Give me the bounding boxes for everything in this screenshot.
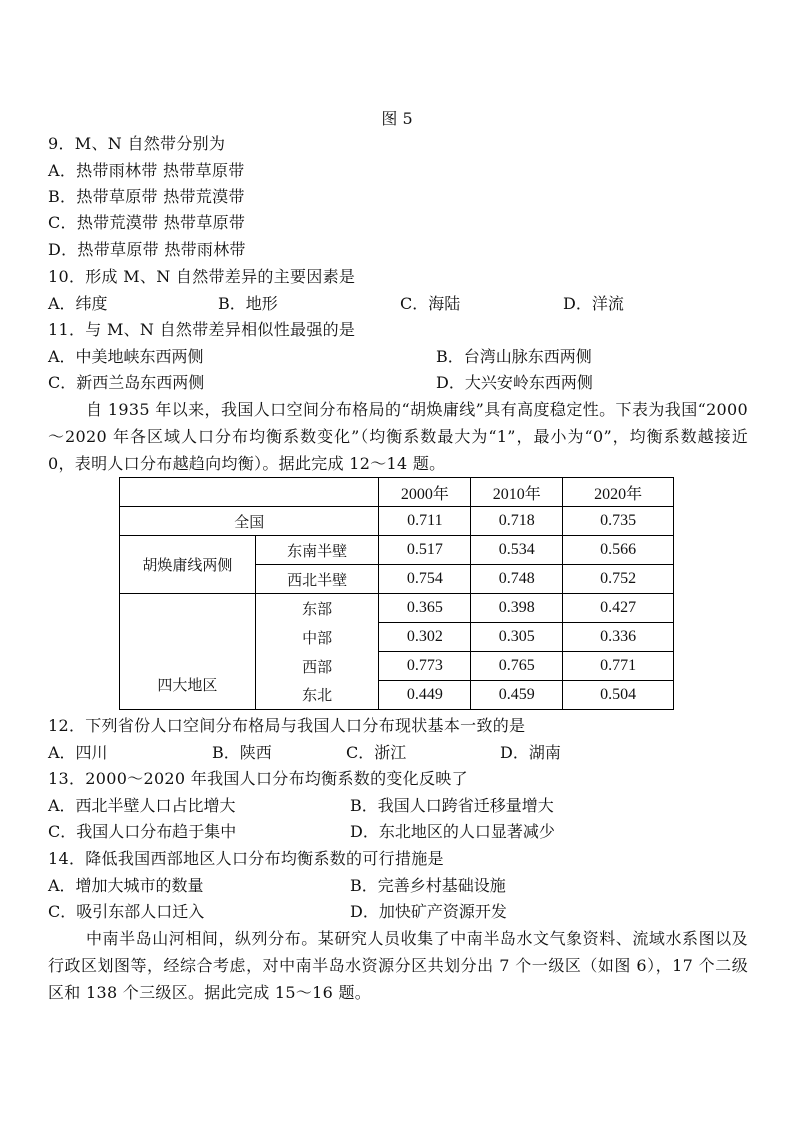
table-header-blank	[120, 478, 379, 507]
question-14-stem: 14．降低我国西部地区人口分布均衡系数的可行措施是	[48, 849, 444, 868]
table-cell: 0.748	[471, 565, 563, 594]
question-10-option-b: B．地形	[218, 294, 278, 313]
table-cell: 0.459	[471, 681, 563, 710]
question-12-stem: 12．下列省份人口空间分布格局与我国人口分布现状基本一致的是	[48, 716, 526, 735]
row-label-southeast: 东南半壁	[255, 536, 379, 565]
question-13-stem: 13．2000～2020 年我国人口分布均衡系数的变化反映了	[48, 769, 468, 788]
question-14-option-d: D．加快矿产资源开发	[350, 902, 507, 921]
question-10-option-a: A．纬度	[48, 294, 108, 313]
question-12-option-a: A．四川	[48, 743, 108, 762]
table-row	[120, 536, 674, 565]
question-10-stem: 10．形成 M、N 自然带差异的主要因素是	[48, 267, 356, 286]
question-14-option-a: A．增加大城市的数量	[48, 876, 204, 895]
row-label-northwest: 西北半壁	[255, 565, 379, 594]
table-cell: 0.504	[563, 681, 674, 710]
group-label-hu-line: 胡焕庸线两侧	[120, 536, 256, 594]
figure-caption: 图 5	[381, 109, 413, 128]
table-cell: 0.765	[471, 652, 563, 681]
table-cell: 0.773	[379, 652, 471, 681]
table-cell: 0.336	[563, 623, 674, 652]
table-cell: 0.566	[563, 536, 674, 565]
row-label-west: 西部	[255, 652, 379, 681]
row-label-central: 中部	[255, 623, 379, 652]
question-9-stem: 9．M、N 自然带分别为	[48, 134, 226, 153]
question-13-option-c: C．我国人口分布趋于集中	[48, 822, 237, 841]
question-13-option-a: A．西北半壁人口占比增大	[48, 796, 236, 815]
table-cell: 0.771	[563, 652, 674, 681]
table-cell: 0.754	[379, 565, 471, 594]
question-9-option-d: D．热带草原带 热带雨林带	[48, 240, 246, 259]
question-10-option-c: C．海陆	[400, 294, 461, 313]
table-cell: 0.534	[471, 536, 563, 565]
question-10-option-d: D．洋流	[563, 294, 624, 313]
question-14-option-c: C．吸引东部人口迁入	[48, 902, 205, 921]
question-13-option-d: D．东北地区的人口显著减少	[350, 822, 555, 841]
table-cell: 0.711	[379, 507, 471, 536]
intro-paragraph-15-16: 中南半岛山河相间，纵列分布。某研究人员收集了中南半岛水文气象资料、流域水系图以及行政区划图等，经综合考虑，对中南半岛水资源分区共划分出 7 个一级区（如图 6），17 个二级区和 138 个三级区。据此完成 15～16 题。	[48, 929, 748, 1002]
group-label-four-regions: 四大地区	[120, 594, 256, 710]
row-label-east: 东部	[255, 594, 379, 623]
question-12-option-b: B．陕西	[212, 743, 272, 762]
question-9-option-a: A．热带雨林带 热带草原带	[48, 161, 245, 180]
question-9-option-b: B．热带草原带 热带荒漠带	[48, 187, 245, 206]
table-header-row	[120, 478, 674, 507]
question-11-option-d: D．大兴安岭东西两侧	[436, 373, 593, 392]
table-header-2000: 2000年	[379, 478, 471, 507]
table-cell: 0.427	[563, 594, 674, 623]
question-13-option-b: B．我国人口跨省迁移量增大	[350, 796, 554, 815]
table-cell: 0.449	[379, 681, 471, 710]
question-9-option-c: C．热带荒漠带 热带草原带	[48, 213, 246, 232]
table-cell: 0.752	[563, 565, 674, 594]
question-12-option-d: D．湖南	[500, 743, 561, 762]
table-cell: 0.365	[379, 594, 471, 623]
table-row	[120, 594, 674, 623]
question-11-option-c: C．新西兰岛东西两侧	[48, 373, 205, 392]
table-row	[120, 507, 674, 536]
table-header-2010: 2010年	[471, 478, 563, 507]
row-label-national: 全国	[120, 507, 379, 536]
population-balance-table	[119, 477, 674, 710]
question-11-option-b: B．台湾山脉东西两侧	[436, 347, 592, 366]
table-header-2020: 2020年	[563, 478, 674, 507]
table-cell: 0.735	[563, 507, 674, 536]
question-11-stem: 11．与 M、N 自然带差异相似性最强的是	[48, 320, 356, 339]
table-cell: 0.302	[379, 623, 471, 652]
row-label-northeast: 东北	[255, 681, 379, 710]
table-cell: 0.718	[471, 507, 563, 536]
intro-paragraph-12-14: 自 1935 年以来，我国人口空间分布格局的“胡焕庸线”具有高度稳定性。下表为我国“2000～2020 年各区域人口分布均衡系数变化”（均衡系数最大为“1”，最小为“0”，均衡系数越接近 0，表明人口分布越趋向均衡）。据此完成 12～14 题。	[48, 400, 748, 473]
question-11-option-a: A．中美地峡东西两侧	[48, 347, 204, 366]
question-14-option-b: B．完善乡村基础设施	[350, 876, 506, 895]
question-12-option-c: C．浙江	[346, 743, 407, 762]
table-cell: 0.305	[471, 623, 563, 652]
table-cell: 0.398	[471, 594, 563, 623]
table-cell: 0.517	[379, 536, 471, 565]
